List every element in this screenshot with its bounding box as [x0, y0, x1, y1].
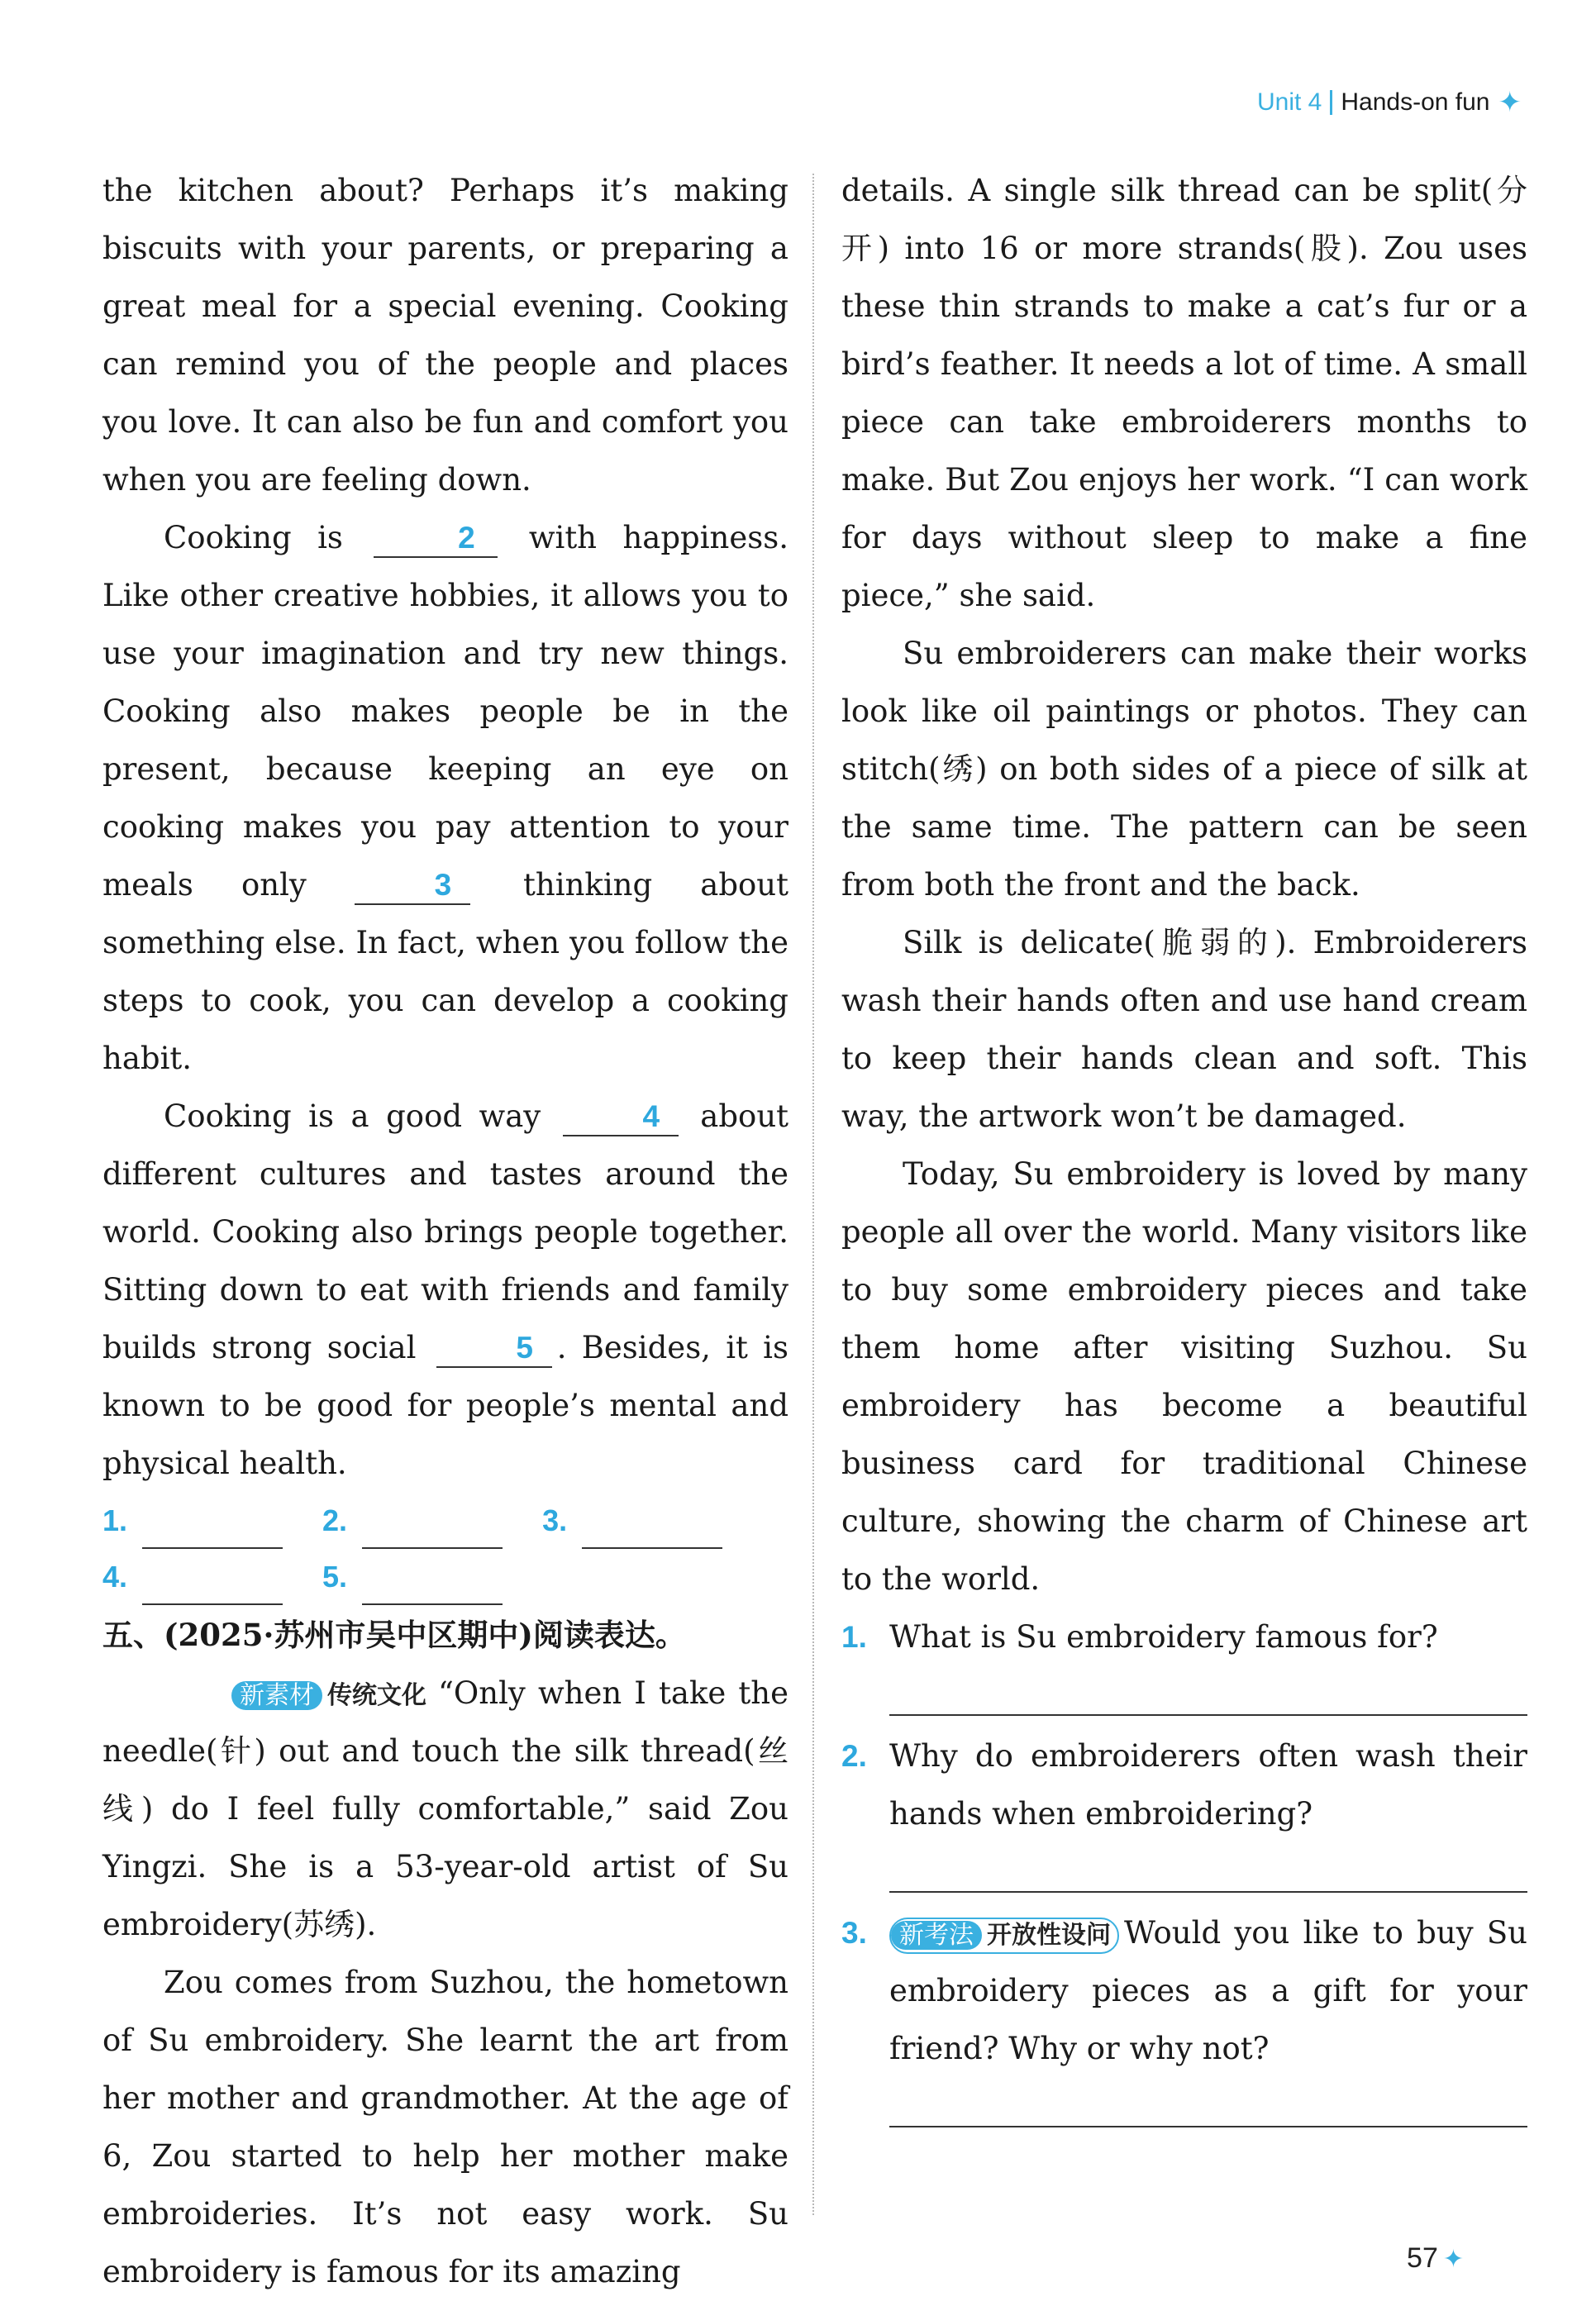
question-number: 2.: [841, 1739, 867, 1773]
passage-paragraph: [102, 1088, 788, 1493]
text-fragment: Cooking is a good way: [164, 1098, 541, 1134]
answer-line-3[interactable]: [889, 2124, 1527, 2127]
new-method-tag: 新考法 开放性设问: [889, 1918, 1119, 1954]
answer-slot-2[interactable]: 2.: [322, 1493, 503, 1549]
unit-title: Hands-on fun: [1341, 88, 1490, 116]
sparkle-icon: ✦: [1442, 2246, 1464, 2273]
text-fragment: Cooking is: [164, 520, 343, 555]
passage-paragraph: Su embroiderers can make their works look like oil paintings or photos. They can stitch(绣) on both sides of a piece of silk at the same time. The pattern can be seen from both the front and the back.: [841, 636, 1527, 903]
passage-paragraph: details. A single silk thread can be split(分开) into 16 or more strands(股). Zou uses these thin strands to make a cat’s fur or a bird’s feather. It needs a lot of time. A small piece can take embroiderers months to make. But Zou enjoys her work. “I can work for days without sleep to make a fine piece,” she said.: [841, 173, 1527, 613]
passage-paragraph: Zou comes from Suzhou, the hometown of Su embroidery. She learnt the art from her mother and grandmother. At the age of 6, Zou started to help her mother make embroideries. It’s not easy work. Su embroidery is famous for its amazing: [102, 1965, 788, 2289]
left-column: [102, 162, 788, 2301]
question-3: [841, 1904, 1527, 2078]
question-2: [841, 1727, 1527, 1843]
running-header: [1257, 86, 1522, 119]
passage-paragraph: [102, 1665, 788, 1954]
column-divider: [812, 174, 814, 2215]
answer-slot-5[interactable]: 5.: [322, 1549, 503, 1605]
passage-paragraph: Silk is delicate(脆弱的). Embroiderers wash their hands often and use hand cream to keep their hands clean and soft. This way, the artwork won’t be damaged.: [841, 925, 1527, 1134]
text-fragment: thinking about something else. In fact, when you follow the steps to cook, you can develop a cooking habit.: [102, 867, 788, 1076]
new-material-tag: 新素材 传统文化: [164, 1679, 433, 1713]
section-title: 五、(2025·苏州市吴中区期中)阅读表达。: [102, 1617, 686, 1653]
passage-paragraph: the kitchen about? Perhaps it’s making biscuits with your parents, or preparing a great meal for a special evening. Cooking can remind you of the people and places you love. It can also be fun and comfort you when you are feeling down.: [102, 173, 788, 498]
right-column: [841, 162, 1527, 2127]
unit-label: Unit 4: [1257, 88, 1322, 116]
answer-slot-4[interactable]: 4.: [102, 1549, 283, 1605]
answer-row: [102, 1493, 788, 1549]
answer-slot-3[interactable]: 3.: [542, 1493, 722, 1549]
question-text: What is Su embroidery famous for?: [889, 1619, 1438, 1655]
text-fragment: about different cultures and tastes around the world. Cooking also brings people together. Sitting down to eat with friends and family builds strong social: [102, 1098, 789, 1365]
blank-5[interactable]: 5: [436, 1330, 552, 1368]
passage-paragraph: [102, 509, 788, 1088]
question-text: 新考法 开放性设问 Would you like to buy Su embroidery pieces as a gift for your friend? Why or why not?: [889, 1915, 1527, 2066]
answer-slot-1[interactable]: 1.: [102, 1493, 283, 1549]
question-text: Why do embroiderers often wash their hands when embroidering?: [889, 1738, 1527, 1832]
header-divider: [1330, 90, 1332, 115]
question-number: 1.: [841, 1620, 867, 1654]
question-1: [841, 1608, 1527, 1666]
text-fragment: with happiness. Like other creative hobbies, it allows you to use your imagination and try new things. Cooking also makes people be in the present, because keeping an eye on cooking makes you pay attention to your meals only: [102, 520, 789, 903]
blank-4[interactable]: 4: [563, 1098, 679, 1136]
answer-row: [102, 1549, 788, 1605]
text-fragment: “Only when I take the needle(针) out and touch the silk thread(丝线) do I feel fully comfortable,” said Zou Yingzi. She is a 53-year-old artist of Su embroidery(苏绣).: [102, 1675, 788, 1942]
page-number: 57 ✦: [1407, 2242, 1464, 2274]
passage-paragraph: Today, Su embroidery is loved by many people all over the world. Many visitors like to buy some embroidery pieces and take them home after visiting Suzhou. Su embroidery has become a beautiful business card for traditional Chinese culture, showing the charm of Chinese art to the world.: [841, 1156, 1527, 1597]
text-fragment: . Besides, it is known to be good for people’s mental and physical health.: [102, 1330, 788, 1481]
blank-2[interactable]: 2: [374, 520, 498, 558]
question-number: 3.: [841, 1916, 867, 1950]
sparkle-icon: ✦: [1498, 87, 1522, 118]
blank-3[interactable]: 3: [355, 867, 470, 905]
